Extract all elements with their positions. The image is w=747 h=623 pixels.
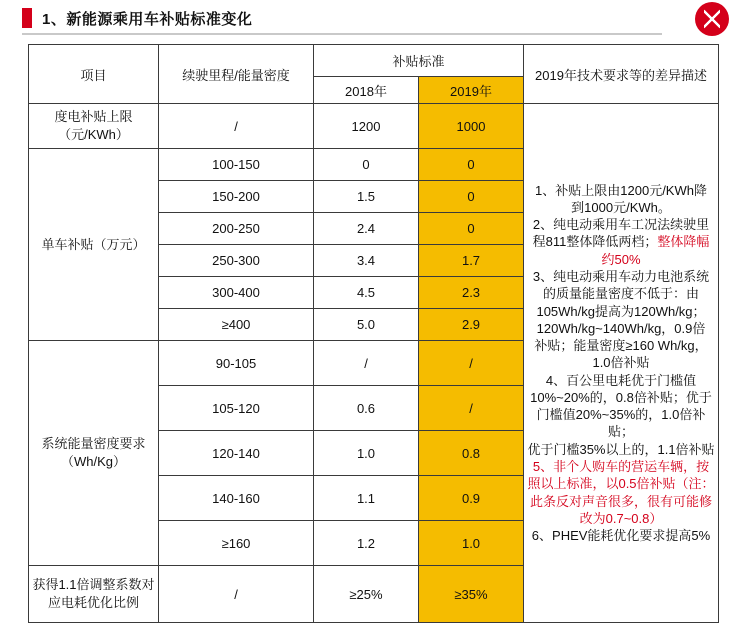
note-text-red: 整体降幅 [657, 234, 710, 250]
note-line-red: 改为0.7~0.8） [579, 510, 663, 526]
cell-range: / [159, 566, 314, 623]
note-line: 2、纯电动乘用车工况法续驶里 [532, 217, 710, 233]
cell-2019: 2.3 [419, 277, 524, 309]
note-line: 4、百公里电耗优于门槛值 [545, 372, 697, 388]
row-label-vehicle-subsidy: 单车补贴（万元） [29, 149, 159, 341]
subsidy-table [28, 44, 719, 623]
cell-range: 140-160 [159, 476, 314, 521]
note-line: 6、PHEV能耗优化要求提高5% [531, 528, 711, 544]
row-label-energy-density: 系统能量密度要求（Wh/Kg） [29, 341, 159, 566]
header-subsidy-standard: 补贴标准 [314, 45, 524, 77]
cell-range: 105-120 [159, 386, 314, 431]
cell-2019: 0 [419, 181, 524, 213]
cell-2019: / [419, 386, 524, 431]
note-line: 补贴；能量密度≥160 Wh/kg， [534, 338, 708, 354]
cell-2018: 5.0 [314, 309, 419, 341]
note-line: 的质量能量密度不低于：由 [543, 286, 700, 302]
cell-range: 250-300 [159, 245, 314, 277]
cell-2019: 0 [419, 149, 524, 181]
cell-2019: / [419, 341, 524, 386]
cell-2019: 0.8 [419, 431, 524, 476]
cell-2019: ≥35% [419, 566, 524, 623]
cell-2018: ≥25% [314, 566, 419, 623]
cell-2018: / [314, 341, 419, 386]
note-line: 105Wh/kg提高为120Wh/kg； [536, 303, 706, 319]
cell-range: ≥400 [159, 309, 314, 341]
dongfeng-logo-icon [695, 2, 729, 36]
note-line-red: 5、非个人购车的营运车辆，按 [532, 459, 710, 475]
cell-2019: 1000 [419, 104, 524, 149]
cell-2018: 1.5 [314, 181, 419, 213]
cell-range: ≥160 [159, 521, 314, 566]
note-line [527, 233, 715, 250]
cell-2019: 1.7 [419, 245, 524, 277]
header-range: 续驶里程/能量密度 [159, 45, 314, 104]
cell-2018: 1.0 [314, 431, 419, 476]
row-label-adjustment-factor: 获得1.1倍调整系数对应电耗优化比例 [29, 566, 159, 623]
note-line-red: 照以上标准，以0.5倍补贴（注： [527, 476, 715, 492]
cell-2018: 0 [314, 149, 419, 181]
note-line-red: 约50% [601, 251, 641, 267]
table-header-row-1 [29, 45, 719, 77]
row-label-kwh-cap: 度电补贴上限（元/KWh） [29, 104, 159, 149]
cell-range: 150-200 [159, 181, 314, 213]
note-line: 120Wh/kg~140Wh/kg，0.9倍 [536, 320, 706, 336]
note-line: 门槛值20%~35%的，1.0倍补贴； [536, 407, 706, 440]
note-line: 10%~20%的，0.8倍补贴；优于 [530, 389, 712, 405]
slide-header [0, 0, 747, 38]
header-year-2018: 2018年 [314, 77, 419, 104]
note-line: 1.0倍补贴 [592, 355, 650, 371]
header-accent-bar [22, 8, 32, 28]
table-row [29, 104, 719, 149]
cell-range: 100-150 [159, 149, 314, 181]
cell-range: 200-250 [159, 213, 314, 245]
note-line-red: 此条反对声音很多，很有可能修 [530, 493, 713, 509]
header-year-2019: 2019年 [419, 77, 524, 104]
note-line: 到1000元/KWh。 [571, 199, 671, 215]
cell-2019: 0.9 [419, 476, 524, 521]
header-item: 项目 [29, 45, 159, 104]
header-description: 2019年技术要求等的差异描述 [524, 45, 719, 104]
cell-2018: 2.4 [314, 213, 419, 245]
cell-range: 300-400 [159, 277, 314, 309]
cell-range: / [159, 104, 314, 149]
cell-2018: 1200 [314, 104, 419, 149]
cell-2018: 1.1 [314, 476, 419, 521]
cell-range: 90-105 [159, 341, 314, 386]
note-text: 程811整体降低两档； [532, 234, 658, 250]
note-line: 优于门槛35%以上的，1.1倍补贴 [527, 441, 715, 457]
cell-2019: 0 [419, 213, 524, 245]
note-line: 3、纯电动乘用车动力电池系统 [532, 268, 710, 284]
cell-2018: 0.6 [314, 386, 419, 431]
cell-2019: 1.0 [419, 521, 524, 566]
cell-2018: 3.4 [314, 245, 419, 277]
page-title: 1、新能源乘用车补贴标准变化 [42, 11, 253, 28]
header-divider [22, 33, 662, 35]
cell-range: 120-140 [159, 431, 314, 476]
notes-cell [524, 104, 719, 623]
cell-2019: 2.9 [419, 309, 524, 341]
note-line: 1、补贴上限由1200元/KWh降 [535, 182, 707, 198]
cell-2018: 4.5 [314, 277, 419, 309]
cell-2018: 1.2 [314, 521, 419, 566]
